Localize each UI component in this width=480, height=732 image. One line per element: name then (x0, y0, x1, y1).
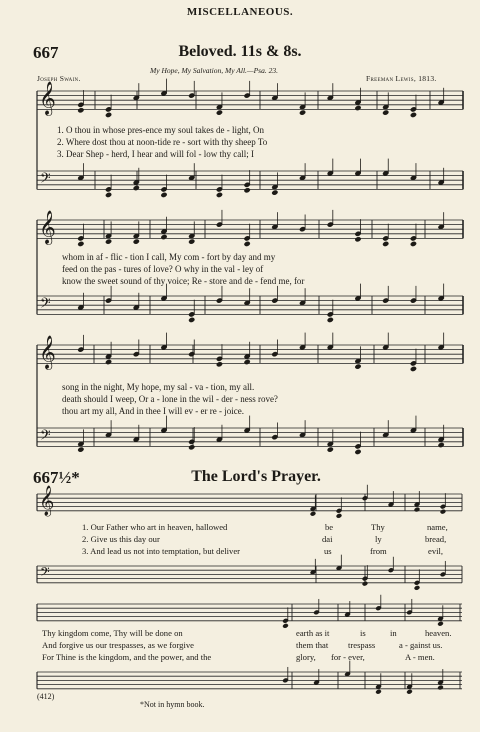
note-head (244, 187, 251, 193)
note-head (440, 509, 446, 514)
note-head (410, 366, 417, 372)
chant-word: trespass (348, 640, 376, 650)
note-head (327, 317, 334, 323)
page-header: MISCELLANEOUS. (186, 6, 294, 18)
note-head (188, 239, 195, 245)
chant-word: ly (375, 534, 382, 544)
hymn-composer: Freeman Lewis, 1813. (366, 74, 437, 83)
chant-word: from (370, 546, 387, 556)
note-head (161, 234, 168, 240)
chant-line: And forgive us our trespasses, as we forgive (42, 640, 194, 650)
note-head (382, 110, 389, 116)
note-head (410, 112, 417, 118)
note-head (105, 359, 112, 365)
note-head (133, 239, 140, 245)
note-head (437, 621, 443, 626)
note-head (299, 110, 306, 116)
note-head (327, 447, 334, 453)
note-head (336, 513, 342, 518)
note-head (105, 239, 112, 245)
chant-word: is (360, 628, 366, 638)
bass-clef: 𝄢 (40, 294, 51, 314)
treble-clef: 𝄞 (39, 335, 56, 369)
hymn-title: Beloved. 11s & 8s. (178, 43, 302, 60)
lyric-line: thou art my all, And in thee I will ev - er re - joice. (62, 406, 244, 416)
note-head (282, 623, 288, 628)
hymn-author: Joseph Swain. (37, 74, 81, 83)
chant-word: in (390, 628, 397, 638)
lyric-line: song in the night, My hope, my sal - va - tion, my all. (62, 382, 255, 392)
chant-word: A - men. (405, 652, 435, 662)
note-head (161, 192, 168, 198)
note-head (414, 507, 420, 512)
chant-line: 1. Our Father who art in heaven, hallowed (82, 522, 228, 532)
lyric-line: 2. Where dost thou at noon-tide re - sort with thy sheep To (57, 137, 268, 147)
chant-word: us (324, 546, 332, 556)
note-head (216, 361, 223, 367)
note-head (271, 190, 278, 196)
chant-line: 2. Give us this day our (82, 534, 160, 544)
chant-word: earth as it (296, 628, 330, 638)
note-head (105, 112, 112, 118)
note-head (216, 110, 223, 116)
note-head (77, 241, 84, 247)
note-head (355, 364, 362, 370)
note-head (133, 185, 140, 191)
chant-word: a - gainst us. (399, 640, 443, 650)
note-head (382, 241, 389, 247)
treble-clef: 𝄞 (39, 486, 55, 517)
note-head (355, 105, 362, 111)
chant-word: heaven. (425, 628, 452, 638)
note-head (310, 511, 316, 516)
note-head (438, 442, 445, 448)
chant-word: for - ever, (331, 652, 365, 662)
hymn-number: 667½* (33, 468, 80, 487)
chant-word: be (325, 522, 334, 532)
lyric-line: death should I weep, Or a - lone in the wil - der - ness rove? (62, 394, 278, 404)
chant-word: dai (322, 534, 333, 544)
note-head (244, 241, 251, 247)
hymn-title: The Lord's Prayer. (191, 468, 321, 485)
chant-word: bread, (425, 534, 447, 544)
note-head (77, 107, 84, 113)
note-head (216, 192, 223, 198)
chant-line: Thy kingdom come, Thy will be done on (42, 628, 183, 638)
note-head (105, 192, 112, 198)
note-head (410, 241, 417, 247)
page-number: (412) (37, 692, 55, 701)
bass-clef: 𝄢 (40, 169, 51, 189)
note-head (406, 689, 412, 694)
chant-word: name, (427, 522, 448, 532)
note-head (375, 689, 381, 694)
note-head (362, 581, 368, 586)
note-head (414, 585, 420, 590)
note-head (244, 359, 251, 365)
chant-line: 3. And lead us not into temptation, but deliver (82, 546, 241, 556)
treble-clef: 𝄞 (39, 210, 56, 244)
treble-clef: 𝄞 (39, 81, 56, 115)
note-head (355, 449, 362, 455)
bass-clef: 𝄢 (40, 564, 50, 583)
note-head (437, 685, 443, 690)
hymn-subtitle: My Hope, My Salvation, My All.—Psa. 23. (150, 66, 278, 75)
note-head (355, 236, 362, 242)
note-head (188, 317, 195, 323)
footnote: *Not in hymn book. (140, 700, 205, 709)
note-head (188, 444, 195, 450)
chant-line: For Thine is the kingdom, and the power, and the (42, 652, 212, 662)
chant-word: them that (296, 640, 329, 650)
lyric-line: know the sweet sound of thy voice; Re - store and de - fend me, for (62, 276, 305, 286)
note-head (77, 447, 84, 453)
chant-word: Thy (371, 522, 385, 532)
chant-word: glory, (296, 652, 316, 662)
lyric-line: feed on the pas - tures of love? O why in the val - ley of (62, 264, 264, 274)
hymn-number: 667 (33, 43, 59, 62)
lyric-line: whom in af - flic - tion I call, My com - fort by day and my (62, 252, 276, 262)
bass-clef: 𝄢 (40, 426, 51, 446)
chant-word: evil, (428, 546, 444, 556)
lyric-line: 1. O thou in whose pres-ence my soul takes de - light, On (57, 125, 264, 135)
lyric-line: 3. Dear Shep - herd, I hear and will fol - low thy call; I (57, 149, 254, 159)
